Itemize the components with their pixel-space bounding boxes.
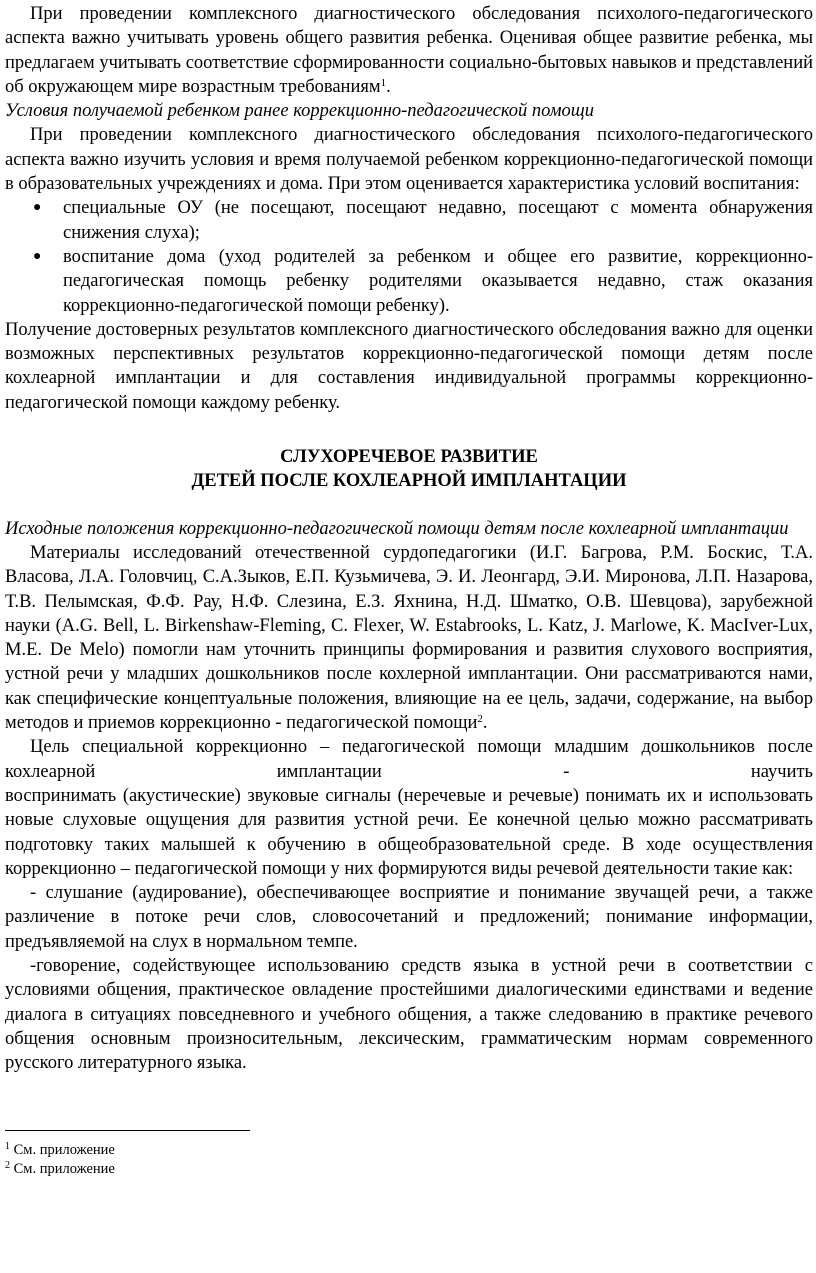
- paragraph-end: .: [482, 713, 488, 734]
- paragraph-conditions: При проведении комплексного диагностического обследования психолого-педагогического аспекта важно изучить условия и время получаемой ребенком коррекционно-педагогической помощи в образовательных учреждениях и дома. При этом оценивается характеристика условий воспитания:: [5, 125, 813, 195]
- subheading-principles: Исходные положения коррекционно-педагогической помощи детям после кохлеарной имплантации: [5, 518, 789, 539]
- paragraph-speaking: -говорение, содействующее использованию средств языка в устной речи в соответствии с условиями общения, практическое овладение простейшими диалогическими единствами и ведение диалога в ситуациях повседневного и учебного общения, а также следованию в практике речевого общения основным произносительным, лексическим, грамматическим нормам современного русского литературного языка.: [5, 955, 813, 1074]
- heading-line-2: ДЕТЕЙ ПОСЛЕ КОХЛЕАРНОЙ ИМПЛАНТАЦИИ: [191, 471, 627, 492]
- paragraph-research: [5, 541, 813, 735]
- paragraph-text: При проведении комплексного диагностического обследования психолого-педагогического аспекта важно учитывать уровень общего развития ребенка. Оценивая общее развитие ребенка, мы предлагаем учитывать соответствие сформированности социально-бытовых навыков и представлений об окружающем мире возрастным требованиям: [5, 4, 813, 97]
- paragraph-goal-line1: Цель специальной коррекционно – педагогической помощи младшим дошкольников после кохлеарной имплантации - научить: [5, 737, 813, 782]
- bullet-icon: ●: [33, 248, 42, 264]
- list-item-text: специальные ОУ (не посещают, посещают недавно, посещают с момента обнаружения снижения слуха);: [63, 198, 813, 243]
- paragraph-results: Получение достоверных результатов комплексного диагностического обследования важно для оценки возможных перспективных результатов коррекционно-педагогической помощи детям после кохлеарной имплантации и для составления индивидуальной программы коррекционно-педагогической помощи каждому ребенку.: [5, 319, 813, 413]
- list-item: [33, 196, 813, 245]
- list-item: [33, 245, 813, 318]
- footnote-number: 2: [5, 1160, 10, 1171]
- footnote-ref-2[interactable]: 2: [477, 713, 483, 726]
- footnote-ref-1[interactable]: 1: [380, 76, 387, 89]
- list-item-text: воспитание дома (уход родителей за ребенком и общее его развитие, коррекционно-педагогическая помощь ребенку родителями оказывается недавно, стаж оказания коррекционно-педагогической помощи ребенку).: [63, 246, 813, 316]
- bullet-icon: ●: [33, 200, 42, 216]
- paragraph-end: .: [386, 76, 391, 97]
- footnotes: [5, 1130, 813, 1179]
- footnote-text: См. приложение: [13, 1142, 115, 1158]
- footnote-divider: [5, 1130, 250, 1131]
- footnote-2: [5, 1160, 813, 1179]
- paragraph-general-development: [5, 2, 813, 99]
- subheading-conditions: Условия получаемой ребенком ранее коррекционно-педагогической помощи: [5, 101, 595, 122]
- footnote-1: [5, 1141, 813, 1160]
- paragraph-text: Материалы исследований отечественной сурдопедагогики (И.Г. Багрова, Р.М. Боскис, Т.А. Власова, Л.А. Головчиц, С.А.Зыков, Е.П. Кузьмичева, Э. И. Леонгард, Э.И. Миронова, Л.П. Назарова, Т.В. Пелымская, Ф.Ф. Рау, Н.Ф. Слезина, Е.З. Яхнина, Н.Д. Шматко, О.В. Шевцова), зарубежной науки (A.G. Bell, L. Birkenshaw-Fleming, C. Flexer, W. Estabrooks, L. Katz, J. Marlowe, K. MacIver-Lux, M.E. De Melo) помогли нам уточнить принципы формирования и развития слухового восприятия, устной речи у младших дошкольников после кохлерной имплантации. Они рассматриваются нами, как специфические концептуальные положения, влияющие на ее цель, задачи, содержание, на выбор методов и приемов коррекционно - педагогической помощи: [5, 542, 813, 734]
- bullet-list: [5, 196, 813, 317]
- paragraph-listening: - слушание (аудирование), обеспечивающее восприятие и понимание звучащей речи, а также различение в потоке речи слов, словосочетаний и предложений; понимание информации, предъявляемой на слух в нормальном темпе.: [5, 883, 813, 952]
- footnote-text: См. приложение: [13, 1161, 115, 1177]
- footnote-number: 1: [5, 1141, 10, 1152]
- paragraph-goal: воспринимать (акустические) звуковые сигналы (неречевые и речевые) понимать их и использовать новые слуховые ощущения для развития устной речи. Ее конечной целью можно рассматривать подготовку таких малышей к обучению в общеобразовательной среде. В ходе осуществления коррекционно – педагогической помощи у них формируются виды речевой деятельности такие как:: [5, 785, 813, 879]
- section-heading: [5, 445, 813, 494]
- heading-line-1: СЛУХОРЕЧЕВОЕ РАЗВИТИЕ: [280, 447, 538, 468]
